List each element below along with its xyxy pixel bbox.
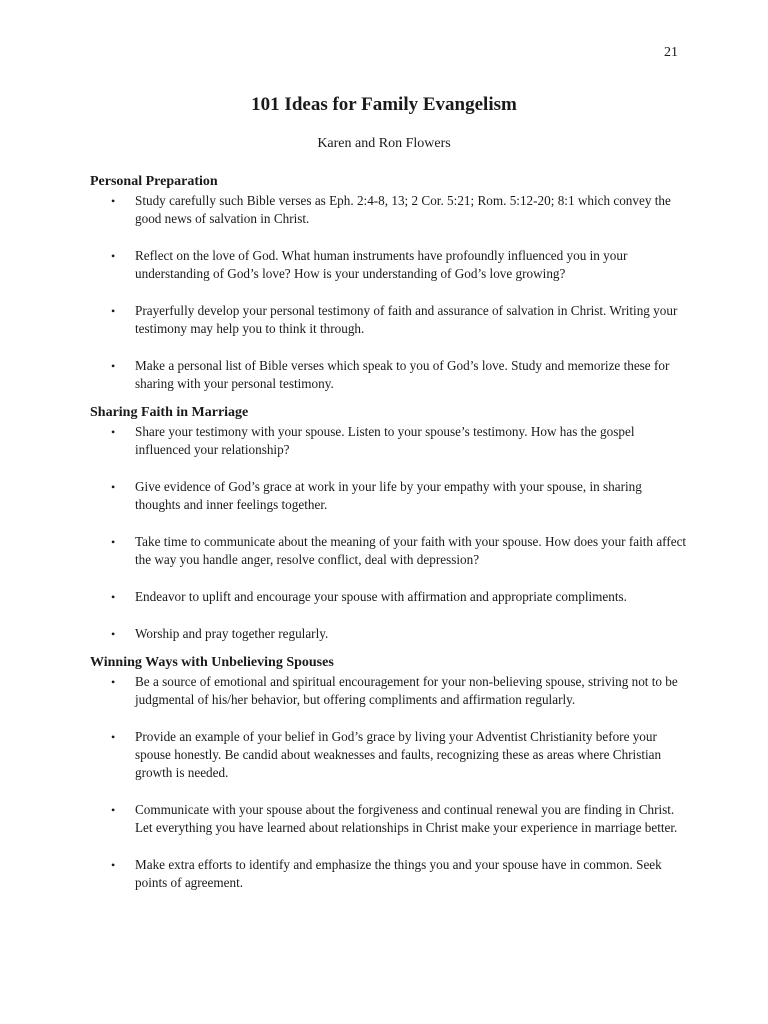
- list-item: [90, 588, 690, 606]
- section-heading: Personal Preparation: [90, 174, 218, 189]
- list-item: [90, 423, 690, 459]
- bullet-list: [90, 673, 690, 892]
- bullet-icon: •: [111, 858, 116, 872]
- list-item-text: Reflect on the love of God. What human instruments have profoundly influenced you in your understanding of God’s love? How is your understanding of God’s love growing?: [135, 248, 628, 281]
- bullet-icon: •: [111, 304, 116, 318]
- list-item-text: Be a source of emotional and spiritual encouragement for your non-believing spouse, striving not to be judgmental of his/her behavior, but offering compliments and affirmation regularly.: [135, 674, 678, 707]
- list-item: [90, 247, 690, 283]
- section-personal-preparation: [90, 172, 690, 393]
- bullet-icon: •: [111, 590, 116, 604]
- list-item: [90, 625, 690, 643]
- page-number: 21: [664, 45, 678, 60]
- list-item-text: Take time to communicate about the meaning of your faith with your spouse. How does your faith affect the way you handle anger, resolve conflict, deal with depression?: [135, 534, 687, 567]
- bullet-icon: •: [111, 480, 116, 494]
- bullet-icon: •: [111, 249, 116, 263]
- list-item-text: Prayerfully develop your personal testimony of faith and assurance of salvation in Christ. Writing your testimony may help you to think it through.: [135, 303, 678, 336]
- list-item-text: Make extra efforts to identify and emphasize the things you and your spouse have in common. Seek points of agreement.: [135, 857, 662, 890]
- list-item-text: Share your testimony with your spouse. Listen to your spouse’s testimony. How has the gospel influenced your relationship?: [135, 424, 635, 457]
- bullet-icon: •: [111, 803, 116, 817]
- bullet-icon: •: [111, 359, 116, 373]
- bullet-list: [90, 192, 690, 393]
- document-body: [90, 172, 690, 902]
- list-item: [90, 302, 690, 338]
- list-item: [90, 728, 690, 782]
- list-item: [90, 192, 690, 228]
- list-item: [90, 357, 690, 393]
- list-item-text: Give evidence of God’s grace at work in your life by your empathy with your spouse, in sharing thoughts and inner feelings together.: [135, 479, 642, 512]
- bullet-icon: •: [111, 535, 116, 549]
- list-item-text: Provide an example of your belief in God’s grace by living your Adventist Christianity before your spouse honestly. Be candid about weaknesses and faults, recognizing these as areas where Christian growth is needed.: [135, 729, 662, 780]
- bullet-icon: •: [111, 730, 116, 744]
- list-item: [90, 478, 690, 514]
- list-item-text: Study carefully such Bible verses as Eph. 2:4-8, 13; 2 Cor. 5:21; Rom. 5:12-20; 8:1 which convey the good news of salvation in Christ.: [135, 193, 671, 226]
- section-heading: Winning Ways with Unbelieving Spouses: [90, 655, 334, 670]
- section-winning-ways-with-unbelieving-spouses: [90, 653, 690, 892]
- list-item-text: Communicate with your spouse about the forgiveness and continual renewal you are finding in Christ. Let everything you have learned about relationships in Christ make your experience in marriage better.: [135, 802, 678, 835]
- bullet-icon: •: [111, 675, 116, 689]
- list-item: [90, 673, 690, 709]
- list-item: [90, 856, 690, 892]
- list-item: [90, 533, 690, 569]
- section-heading: Sharing Faith in Marriage: [90, 405, 249, 420]
- list-item-text: Endeavor to uplift and encourage your spouse with affirmation and appropriate compliments.: [135, 589, 627, 604]
- document-title: 101 Ideas for Family Evangelism: [251, 94, 517, 115]
- list-item: [90, 801, 690, 837]
- bullet-icon: •: [111, 194, 116, 208]
- document-authors: Karen and Ron Flowers: [317, 136, 451, 151]
- list-item-text: Worship and pray together regularly.: [135, 626, 329, 641]
- bullet-icon: •: [111, 627, 116, 641]
- section-sharing-faith-in-marriage: [90, 403, 690, 643]
- bullet-list: [90, 423, 690, 643]
- bullet-icon: •: [111, 425, 116, 439]
- list-item-text: Make a personal list of Bible verses which speak to you of God’s love. Study and memorize these for sharing with your personal testimony.: [135, 358, 670, 391]
